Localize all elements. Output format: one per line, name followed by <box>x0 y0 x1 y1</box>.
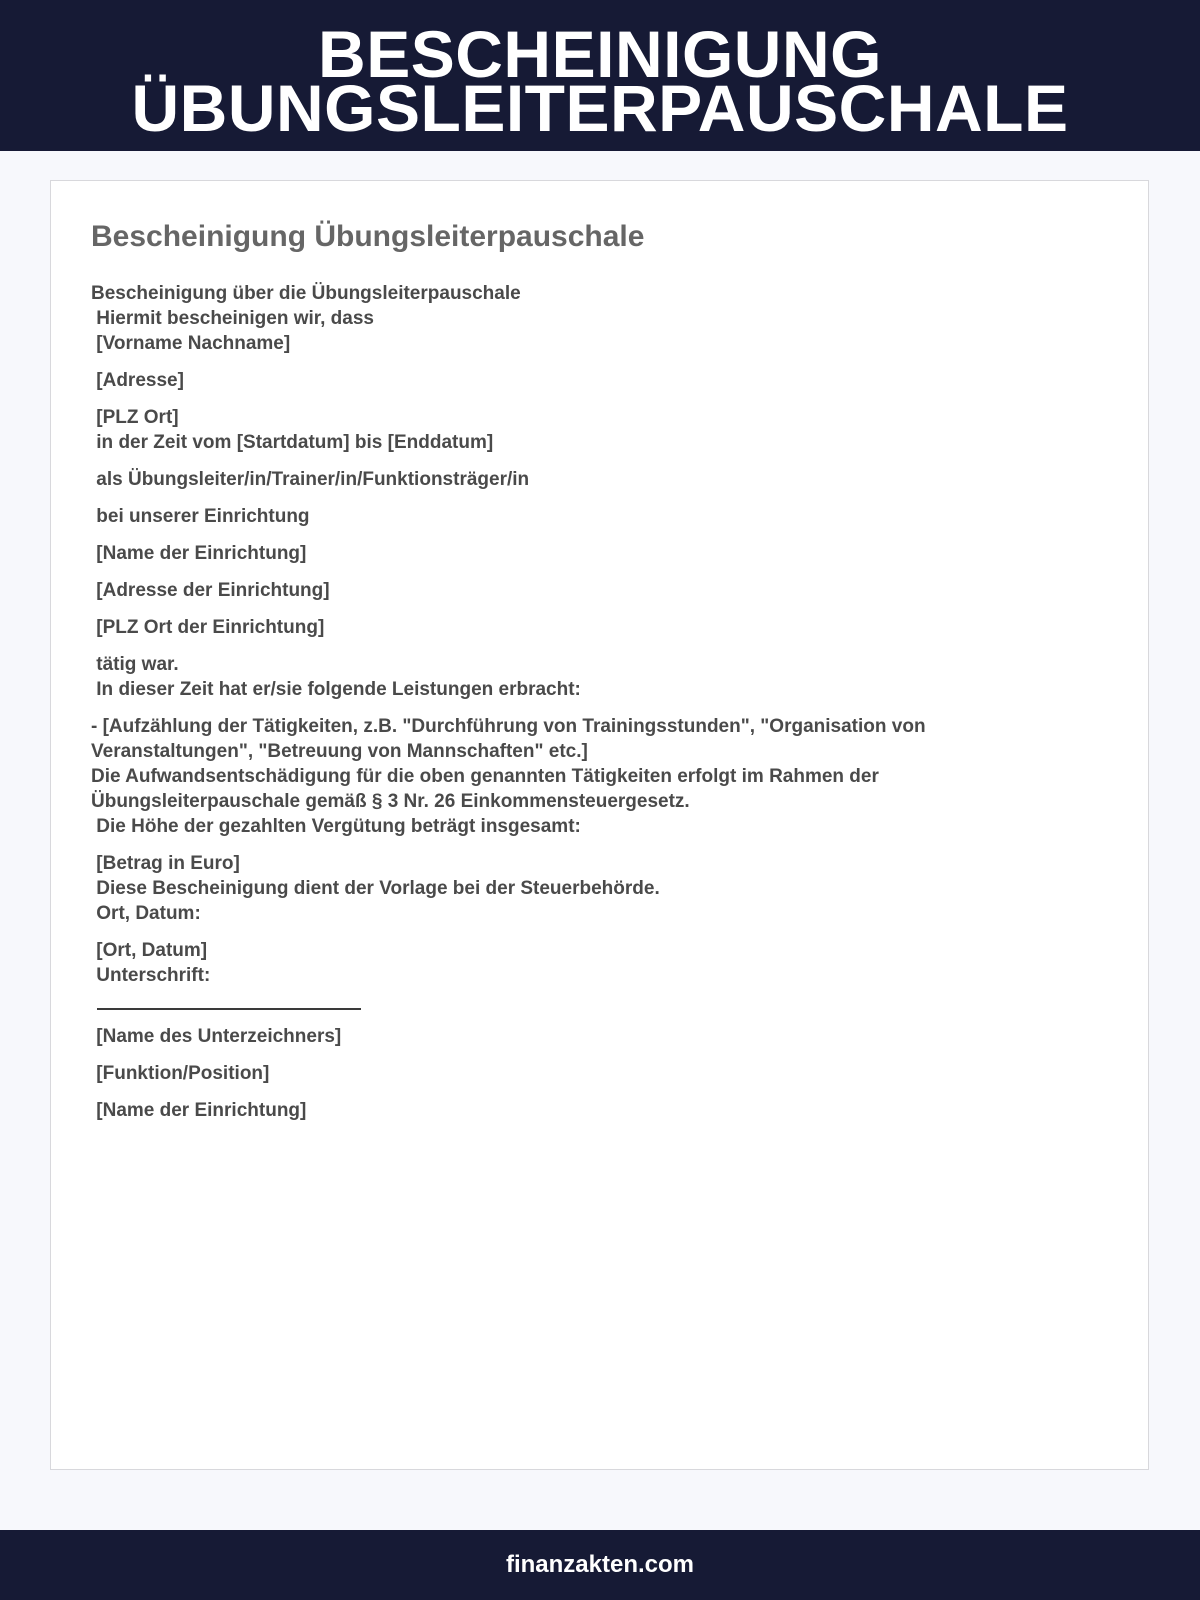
body-line: Ort, Datum: <box>91 903 201 924</box>
header-title-line-2: ÜBUNGSLEITERPAUSCHALE <box>131 71 1069 145</box>
body-line: in der Zeit vom [Startdatum] bis [Enddatum] <box>91 432 494 453</box>
body-line: [Name der Einrichtung] <box>91 1100 307 1121</box>
body-line: [Ort, Datum] <box>91 940 208 961</box>
body-line: [Funktion/Position] <box>91 1063 270 1084</box>
page-header <box>0 0 1200 151</box>
body-line: [Name der Einrichtung] <box>91 543 307 564</box>
body-line: Diese Bescheinigung dient der Vorlage bei der Steuerbehörde. <box>91 878 660 899</box>
footer-site-name: finanzakten.com <box>505 1551 695 1578</box>
body-line: Bescheinigung über die Übungsleiterpauschale <box>91 283 521 304</box>
page-footer <box>0 1530 1200 1600</box>
body-line: [Vorname Nachname] <box>91 333 291 354</box>
body-line: [PLZ Ort der Einrichtung] <box>91 617 325 638</box>
body-line: Die Höhe der gezahlten Vergütung beträgt insgesamt: <box>91 816 581 837</box>
body-line: bei unserer Einrichtung <box>91 506 310 527</box>
body-line: In dieser Zeit hat er/sie folgende Leistungen erbracht: <box>91 679 581 700</box>
activity-list-item: - [Aufzählung der Tätigkeiten, z.B. "Durchführung von Trainingsstunden", "Organisation von Veranstaltungen", "Betreuung von Mannschaften" etc.] <box>91 716 926 762</box>
body-line: [Adresse der Einrichtung] <box>91 580 330 601</box>
body-line: [PLZ Ort] <box>91 407 179 428</box>
body-line: Hiermit bescheinigen wir, dass <box>91 308 374 329</box>
body-line: Unterschrift: <box>91 965 211 986</box>
body-paragraph: Die Aufwandsentschädigung für die oben genannten Tätigkeiten erfolgt im Rahmen der Übungsleiterpauschale gemäß § 3 Nr. 26 Einkommensteuergesetz. <box>91 766 879 812</box>
body-line: [Betrag in Euro] <box>91 853 240 874</box>
body-line: tätig war. <box>91 654 179 675</box>
document-card <box>50 180 1149 1470</box>
document-body <box>91 281 1091 1123</box>
document-title: Bescheinigung Übungsleiterpauschale <box>91 220 645 253</box>
body-line: als Übungsleiter/in/Trainer/in/Funktionsträger/in <box>91 469 530 490</box>
header-title-line-1: BESCHEINIGUNG <box>318 17 882 91</box>
body-line: [Adresse] <box>91 370 184 391</box>
signature-line <box>97 1008 361 1010</box>
body-line: [Name des Unterzeichners] <box>91 1026 342 1047</box>
